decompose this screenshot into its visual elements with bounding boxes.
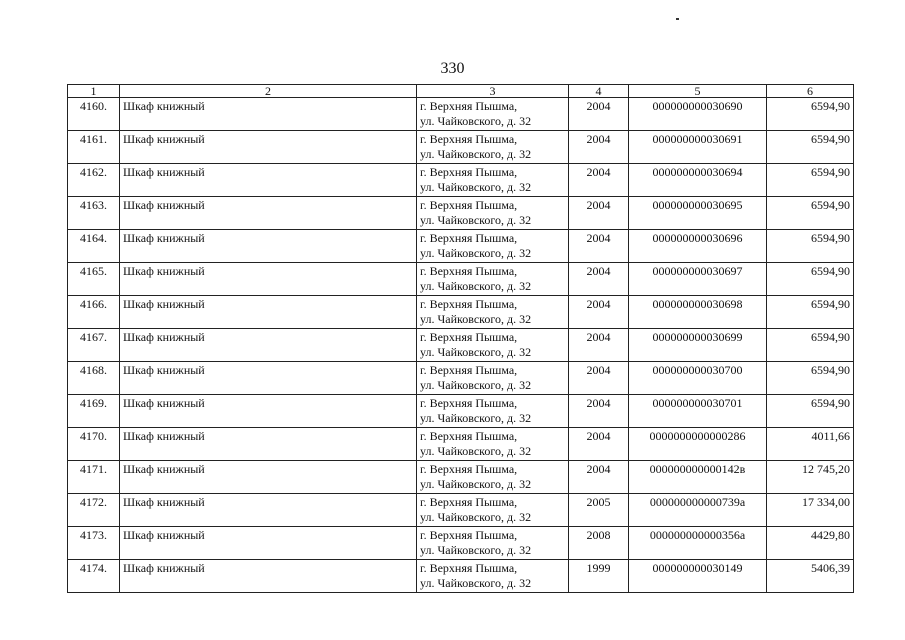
- item-name: Шкаф книжный: [120, 98, 417, 131]
- item-address: [417, 362, 569, 395]
- row-number: 4163.: [68, 197, 120, 230]
- table-row: [68, 494, 854, 527]
- inventory-number: 000000000030691: [629, 131, 767, 164]
- table-row: [68, 428, 854, 461]
- table-row: [68, 461, 854, 494]
- row-number: 4165.: [68, 263, 120, 296]
- row-number: 4172.: [68, 494, 120, 527]
- page-number: 330: [440, 60, 465, 77]
- address-line-2: ул. Чайковского, д. 32: [420, 543, 532, 557]
- column-header: 4: [569, 85, 629, 98]
- address-line-1: г. Верхняя Пышма,: [420, 363, 518, 377]
- address-line-1: г. Верхняя Пышма,: [420, 165, 518, 179]
- item-year: 2005: [569, 494, 629, 527]
- row-number: 4164.: [68, 230, 120, 263]
- column-header: 1: [68, 85, 120, 98]
- item-address: [417, 197, 569, 230]
- inventory-number: 000000000030699: [629, 329, 767, 362]
- row-number: 4169.: [68, 395, 120, 428]
- address-line-2: ул. Чайковского, д. 32: [420, 510, 532, 524]
- address-line-2: ул. Чайковского, д. 32: [420, 345, 532, 359]
- row-number: 4171.: [68, 461, 120, 494]
- column-header: 5: [629, 85, 767, 98]
- address-line-1: г. Верхняя Пышма,: [420, 561, 518, 575]
- item-name: Шкаф книжный: [120, 395, 417, 428]
- item-address: [417, 164, 569, 197]
- inventory-number: 000000000030695: [629, 197, 767, 230]
- row-number: 4162.: [68, 164, 120, 197]
- inventory-number: 000000000030149: [629, 560, 767, 593]
- table-row: [68, 230, 854, 263]
- item-address: [417, 296, 569, 329]
- item-year: 2004: [569, 131, 629, 164]
- item-year: 2004: [569, 362, 629, 395]
- item-name: Шкаф книжный: [120, 494, 417, 527]
- table-row: [68, 395, 854, 428]
- item-cost: 6594,90: [767, 230, 854, 263]
- item-year: 2004: [569, 164, 629, 197]
- item-cost: 6594,90: [767, 98, 854, 131]
- item-cost: 6594,90: [767, 197, 854, 230]
- item-year: 2004: [569, 230, 629, 263]
- row-number: 4161.: [68, 131, 120, 164]
- table-row: [68, 164, 854, 197]
- item-address: [417, 527, 569, 560]
- address-line-2: ул. Чайковского, д. 32: [420, 312, 532, 326]
- item-name: Шкаф книжный: [120, 428, 417, 461]
- item-year: 2004: [569, 461, 629, 494]
- item-address: [417, 329, 569, 362]
- address-line-1: г. Верхняя Пышма,: [420, 297, 518, 311]
- address-line-2: ул. Чайковского, д. 32: [420, 576, 532, 590]
- item-cost: 5406,39: [767, 560, 854, 593]
- inventory-number: 000000000030698: [629, 296, 767, 329]
- row-number: 4166.: [68, 296, 120, 329]
- item-year: 2004: [569, 428, 629, 461]
- item-year: 2004: [569, 98, 629, 131]
- item-cost: 4011,66: [767, 428, 854, 461]
- address-line-2: ул. Чайковского, д. 32: [420, 114, 532, 128]
- address-line-2: ул. Чайковского, д. 32: [420, 477, 532, 491]
- table-row: [68, 560, 854, 593]
- table-row: [68, 527, 854, 560]
- address-line-1: г. Верхняя Пышма,: [420, 495, 518, 509]
- inventory-number: 000000000030701: [629, 395, 767, 428]
- item-cost: 6594,90: [767, 296, 854, 329]
- address-line-1: г. Верхняя Пышма,: [420, 132, 518, 146]
- row-number: 4173.: [68, 527, 120, 560]
- address-line-1: г. Верхняя Пышма,: [420, 99, 518, 113]
- item-name: Шкаф книжный: [120, 131, 417, 164]
- column-header: 2: [120, 85, 417, 98]
- item-name: Шкаф книжный: [120, 527, 417, 560]
- table-row: [68, 98, 854, 131]
- item-address: [417, 263, 569, 296]
- item-name: Шкаф книжный: [120, 296, 417, 329]
- inventory-number: 000000000030694: [629, 164, 767, 197]
- column-header: 3: [417, 85, 569, 98]
- item-name: Шкаф книжный: [120, 362, 417, 395]
- item-name: Шкаф книжный: [120, 197, 417, 230]
- address-line-2: ул. Чайковского, д. 32: [420, 246, 532, 260]
- row-number: 4174.: [68, 560, 120, 593]
- item-address: [417, 428, 569, 461]
- inventory-number: 000000000030697: [629, 263, 767, 296]
- item-address: [417, 395, 569, 428]
- inventory-number: 000000000000739а: [629, 494, 767, 527]
- item-cost: 6594,90: [767, 362, 854, 395]
- item-year: 2008: [569, 527, 629, 560]
- item-cost: 17 334,00: [767, 494, 854, 527]
- column-header: 6: [767, 85, 854, 98]
- row-number: 4167.: [68, 329, 120, 362]
- item-cost: 6594,90: [767, 329, 854, 362]
- item-address: [417, 560, 569, 593]
- item-name: Шкаф книжный: [120, 164, 417, 197]
- item-address: [417, 131, 569, 164]
- inventory-number: 000000000030690: [629, 98, 767, 131]
- table-row: [68, 362, 854, 395]
- address-line-2: ул. Чайковского, д. 32: [420, 378, 532, 392]
- item-name: Шкаф книжный: [120, 461, 417, 494]
- item-year: 2004: [569, 263, 629, 296]
- item-name: Шкаф книжный: [120, 263, 417, 296]
- row-number: 4160.: [68, 98, 120, 131]
- item-address: [417, 461, 569, 494]
- address-line-1: г. Верхняя Пышма,: [420, 528, 518, 542]
- item-cost: 4429,80: [767, 527, 854, 560]
- inventory-number: 000000000030700: [629, 362, 767, 395]
- table-row: [68, 197, 854, 230]
- address-line-1: г. Верхняя Пышма,: [420, 462, 518, 476]
- scan-speck: [676, 18, 679, 20]
- address-line-2: ул. Чайковского, д. 32: [420, 180, 532, 194]
- address-line-2: ул. Чайковского, д. 32: [420, 444, 532, 458]
- item-year: 2004: [569, 395, 629, 428]
- item-cost: 6594,90: [767, 131, 854, 164]
- address-line-1: г. Верхняя Пышма,: [420, 231, 518, 245]
- item-year: 2004: [569, 197, 629, 230]
- table-row: [68, 296, 854, 329]
- table-row: [68, 329, 854, 362]
- item-year: 2004: [569, 329, 629, 362]
- address-line-2: ул. Чайковского, д. 32: [420, 279, 532, 293]
- address-line-1: г. Верхняя Пышма,: [420, 429, 518, 443]
- inventory-number: 0000000000000286: [629, 428, 767, 461]
- address-line-1: г. Верхняя Пышма,: [420, 198, 518, 212]
- row-number: 4170.: [68, 428, 120, 461]
- item-cost: 6594,90: [767, 164, 854, 197]
- item-year: 2004: [569, 296, 629, 329]
- table-row: [68, 131, 854, 164]
- item-name: Шкаф книжный: [120, 560, 417, 593]
- row-number: 4168.: [68, 362, 120, 395]
- address-line-2: ул. Чайковского, д. 32: [420, 411, 532, 425]
- item-cost: 6594,90: [767, 395, 854, 428]
- item-name: Шкаф книжный: [120, 230, 417, 263]
- table-row: [68, 263, 854, 296]
- property-table: [67, 84, 854, 593]
- item-address: [417, 494, 569, 527]
- column-number-row: [68, 85, 854, 98]
- item-year: 1999: [569, 560, 629, 593]
- item-name: Шкаф книжный: [120, 329, 417, 362]
- inventory-number: 000000000000142в: [629, 461, 767, 494]
- item-cost: 12 745,20: [767, 461, 854, 494]
- inventory-number: 000000000030696: [629, 230, 767, 263]
- item-address: [417, 98, 569, 131]
- item-cost: 6594,90: [767, 263, 854, 296]
- inventory-number: 000000000000356а: [629, 527, 767, 560]
- address-line-1: г. Верхняя Пышма,: [420, 330, 518, 344]
- address-line-1: г. Верхняя Пышма,: [420, 396, 518, 410]
- address-line-2: ул. Чайковского, д. 32: [420, 147, 532, 161]
- address-line-1: г. Верхняя Пышма,: [420, 264, 518, 278]
- item-address: [417, 230, 569, 263]
- address-line-2: ул. Чайковского, д. 32: [420, 213, 532, 227]
